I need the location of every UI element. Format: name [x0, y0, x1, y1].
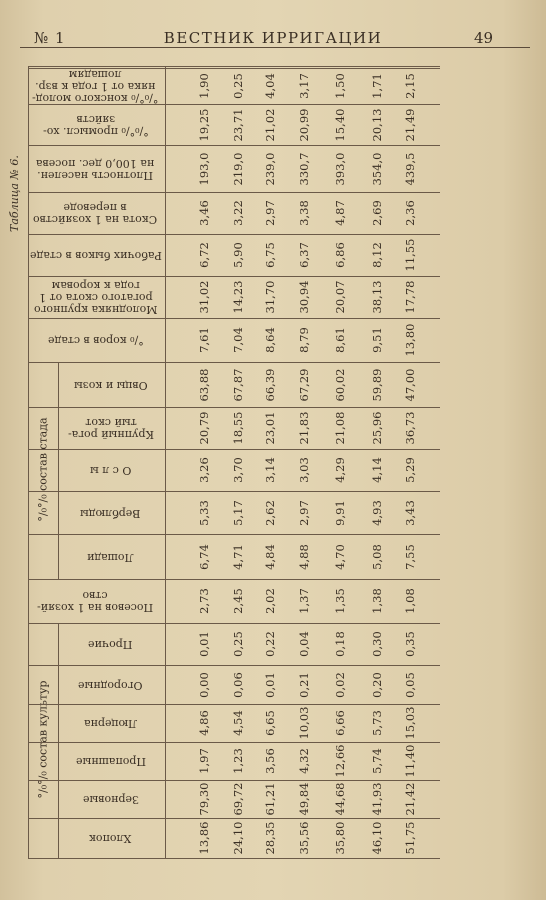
table-cell: 1,23	[231, 748, 245, 774]
table-left-border	[28, 66, 29, 858]
table-cell: 3,70	[231, 457, 245, 483]
page-number: 49	[474, 29, 494, 47]
table-cell: 31,70	[263, 280, 277, 314]
table-cell: 21,42	[403, 782, 417, 816]
column-header-ogorodnye	[60, 665, 161, 704]
table-cell: 41,93	[370, 782, 384, 816]
table-cell: 20,07	[333, 280, 347, 314]
group-divider-cultures	[58, 623, 59, 858]
table-cell: 35,80	[333, 821, 347, 855]
table-cell: 8,12	[370, 242, 384, 268]
table-cell: 219,0	[231, 152, 245, 185]
table-cell: 6,66	[333, 710, 347, 736]
table-cell: 1,35	[333, 588, 347, 614]
table-cell: 2,97	[263, 200, 277, 226]
table-cell: 330,7	[297, 152, 311, 185]
table-cell: 3,38	[297, 200, 311, 226]
table-cell: 8,61	[333, 327, 347, 353]
table-cell: 67,87	[231, 368, 245, 401]
column-header-text: Овцы и козы	[73, 378, 148, 392]
table-cell: 23,71	[231, 108, 245, 141]
table-cell: 2,15	[403, 73, 417, 99]
table-cell: 0,35	[403, 631, 417, 657]
table-cell: 13,80	[403, 323, 417, 357]
column-header-text: Зерновые	[82, 793, 139, 806]
table-cell: 1,71	[370, 73, 384, 99]
table-cell: 3,43	[403, 499, 417, 526]
column-header-skot_na_hoz	[30, 192, 161, 234]
column-header-text: О с л ы	[89, 464, 132, 477]
column-header-posevy	[30, 579, 161, 623]
column-header-loshadi	[60, 534, 161, 579]
table-cell: 23,01	[263, 411, 277, 445]
table-cell: 0,25	[231, 73, 245, 99]
table-cell: 5,90	[231, 242, 245, 268]
table-cell: 9,51	[370, 327, 384, 353]
column-header-prochie	[60, 623, 161, 665]
column-header-krs	[60, 407, 161, 449]
table-cell: 0,01	[197, 631, 211, 657]
table-cell: 2,45	[231, 588, 245, 614]
table-cell: 439,5	[403, 152, 417, 185]
column-header-text: °/₀ коров в стаде	[47, 334, 144, 347]
table-cell: 1,50	[333, 73, 347, 99]
table-cell: 61,21	[263, 782, 277, 816]
header-separator	[165, 66, 166, 858]
column-header-promysl	[30, 104, 161, 145]
table-cell: 4,86	[197, 710, 211, 736]
column-header-khlopok	[60, 818, 161, 858]
column-header-text: Прочие	[88, 638, 133, 651]
table-cell: 3,17	[297, 73, 311, 99]
table-cell: 0,21	[297, 671, 311, 698]
table-cell: 44,68	[333, 782, 347, 816]
table-cell: 31,02	[197, 280, 211, 314]
column-header-korovy	[30, 318, 161, 362]
table-cell: 0,30	[370, 631, 384, 657]
table-cell: 11,55	[403, 238, 417, 272]
table-cell: 14,23	[231, 280, 245, 314]
table-cell: 7,04	[231, 327, 245, 353]
column-header-text: Лошади	[87, 550, 134, 564]
table-cell: 59,89	[370, 368, 384, 401]
table-cell: 0,04	[297, 631, 311, 657]
table-cell: 47,00	[403, 368, 417, 401]
table-cell: 1,38	[370, 588, 384, 614]
table-cell: 63,88	[197, 368, 211, 401]
table-cell: 4,29	[333, 457, 347, 483]
table-cell: 393,0	[333, 152, 347, 185]
column-header-text: Хлопок	[89, 832, 132, 845]
column-header-text: Молодняка крупного рогатого скота от 1 года к коровам	[33, 279, 158, 316]
table-cell: 0,22	[263, 631, 277, 657]
table-cell: 5,73	[370, 710, 384, 736]
column-header-text: °/₀°/₀ промысл. хо- зяйств	[42, 112, 149, 138]
table-cell: 24,10	[231, 821, 245, 855]
table-cell: 4,54	[231, 710, 245, 736]
table-cell: 0,20	[370, 671, 384, 698]
table-cell: 354,0	[370, 152, 384, 185]
table-cell: 7,55	[403, 543, 417, 570]
table-cell: 0,25	[231, 631, 245, 657]
table-cell: 20,79	[197, 411, 211, 445]
table-cell: 1,97	[197, 748, 211, 774]
column-header-plotnost	[30, 145, 161, 192]
column-header-text: Плотность населен. на 100,0 дес. посева	[36, 156, 155, 182]
table-cell: 0,01	[263, 671, 277, 698]
table-cell: 21,02	[263, 108, 277, 141]
table-cell: 60,02	[333, 368, 347, 401]
group-divider-herd	[58, 362, 59, 579]
column-header-osly	[60, 449, 161, 491]
table-cell: 28,35	[263, 821, 277, 855]
table-cell: 6,65	[263, 710, 277, 736]
table-cell: 46,10	[370, 821, 384, 855]
table-cell: 49,84	[297, 782, 311, 816]
column-header-text: Скота на 1 хозяйство в переводе	[33, 201, 158, 226]
table-cell: 2,97	[297, 499, 311, 526]
table-cell: 5,17	[231, 499, 245, 526]
group-label-cultures: °/₀°/₀ состав культур	[36, 680, 50, 799]
table-cell: 3,46	[197, 200, 211, 226]
table-cell: 20,99	[297, 108, 311, 141]
table-cell: 8,79	[297, 327, 311, 353]
table-cell: 0,00	[197, 671, 211, 698]
column-header-text: Посевов на 1 хозяй- ство	[37, 589, 154, 614]
column-header-text: Верблюды	[80, 506, 141, 520]
table-cell: 66,39	[263, 368, 277, 401]
table-cell: 1,08	[403, 588, 417, 614]
column-header-molodnyak_kon	[30, 68, 161, 104]
table-cell: 4,88	[297, 543, 311, 570]
table-cell: 20,13	[370, 108, 384, 141]
table-cell: 4,04	[263, 73, 277, 99]
table-cell: 4,32	[297, 748, 311, 774]
table-cell: 2,73	[197, 588, 211, 614]
column-header-text: Крупный рога- тый скот	[67, 416, 154, 441]
table-cell: 4,93	[370, 499, 384, 526]
table-cell: 18,55	[231, 411, 245, 445]
table-cell: 19,25	[197, 108, 211, 141]
table-cell: 0,02	[333, 671, 347, 698]
table-cell: 38,13	[370, 280, 384, 314]
table-cell: 3,22	[231, 200, 245, 226]
column-header-verblyudy	[60, 491, 161, 534]
table-cell: 25,96	[370, 411, 384, 445]
table-cell: 12,66	[333, 744, 347, 778]
table-cell: 3,03	[297, 457, 311, 483]
table-cell: 6,86	[333, 242, 347, 268]
column-header-text: Пропашные	[75, 755, 146, 768]
table-cell: 69,72	[231, 782, 245, 816]
table-cell: 0,05	[403, 671, 417, 698]
journal-title: ВЕСТНИК ИРРИГАЦИИ	[163, 29, 383, 47]
table-cell: 2,02	[263, 588, 277, 614]
table-cell: 13,86	[197, 821, 211, 855]
table-cell: 6,75	[263, 242, 277, 268]
table-cell: 2,36	[403, 200, 417, 226]
table-cell: 3,14	[263, 457, 277, 483]
table-cell: 5,08	[370, 543, 384, 570]
table-cell: 79,30	[197, 782, 211, 816]
table-cell: 10,03	[297, 706, 311, 740]
table-cell: 4,14	[370, 457, 384, 483]
issue-number: № 1	[34, 29, 66, 47]
table-cell: 1,90	[197, 73, 211, 99]
table-cell: 4,87	[333, 200, 347, 226]
column-header-ovtsy	[60, 362, 161, 407]
table-cell: 67,29	[297, 368, 311, 401]
table-cell: 6,72	[197, 242, 211, 268]
column-header-molodnyak	[30, 276, 161, 318]
table-cell: 5,29	[403, 457, 417, 483]
table-cell: 51,75	[403, 821, 417, 855]
column-header-text: Люцерна	[83, 717, 138, 730]
table-cell: 6,37	[297, 242, 311, 268]
table-cell: 17,78	[403, 280, 417, 314]
column-header-byki	[30, 234, 161, 276]
table-cell: 2,69	[370, 200, 384, 226]
column-header-propashnye	[60, 742, 161, 780]
table-cell: 3,56	[263, 748, 277, 774]
column-header-lyutserna	[60, 704, 161, 742]
table-caption-text: Таблица № 6.	[8, 155, 21, 232]
table-cell: 36,73	[403, 411, 417, 445]
table-cell: 5,33	[197, 499, 211, 526]
table-cell: 5,74	[370, 748, 384, 774]
table-cell: 4,84	[263, 543, 277, 570]
group-label-herd: °/₀°/₀ состав стада	[36, 417, 50, 522]
table-cell: 0,06	[231, 671, 245, 698]
table-cell: 21,08	[333, 411, 347, 445]
column-header-text: Огородные	[78, 678, 143, 692]
table-cell: 7,61	[197, 327, 211, 353]
column-header-text: °/₀°/₀ конского молод- няка от 1 года к взр. лошадям	[32, 68, 159, 105]
table-cell: 3,26	[197, 457, 211, 483]
table-cell: 2,62	[263, 499, 277, 526]
table-cell: 4,70	[333, 543, 347, 570]
table-cell: 1,37	[297, 588, 311, 614]
table-cell: 21,49	[403, 108, 417, 141]
table-cell: 4,71	[231, 543, 245, 570]
column-header-zernovye	[60, 780, 161, 818]
table-cell: 0,18	[333, 631, 347, 657]
table-cell: 21,83	[297, 411, 311, 445]
table-cell: 193,0	[197, 152, 211, 185]
table-cell: 239,0	[263, 152, 277, 185]
table-cell: 15,03	[403, 706, 417, 740]
table-cell: 9,91	[333, 499, 347, 526]
table-cell: 11,40	[403, 744, 417, 778]
table-cell: 6,74	[197, 543, 211, 570]
table-cell: 30,94	[297, 280, 311, 314]
table-cell: 8,64	[263, 327, 277, 353]
table-cell: 15,40	[333, 108, 347, 141]
column-header-text: Рабочих быков в стаде	[29, 249, 162, 262]
table-cell: 35,56	[297, 821, 311, 855]
